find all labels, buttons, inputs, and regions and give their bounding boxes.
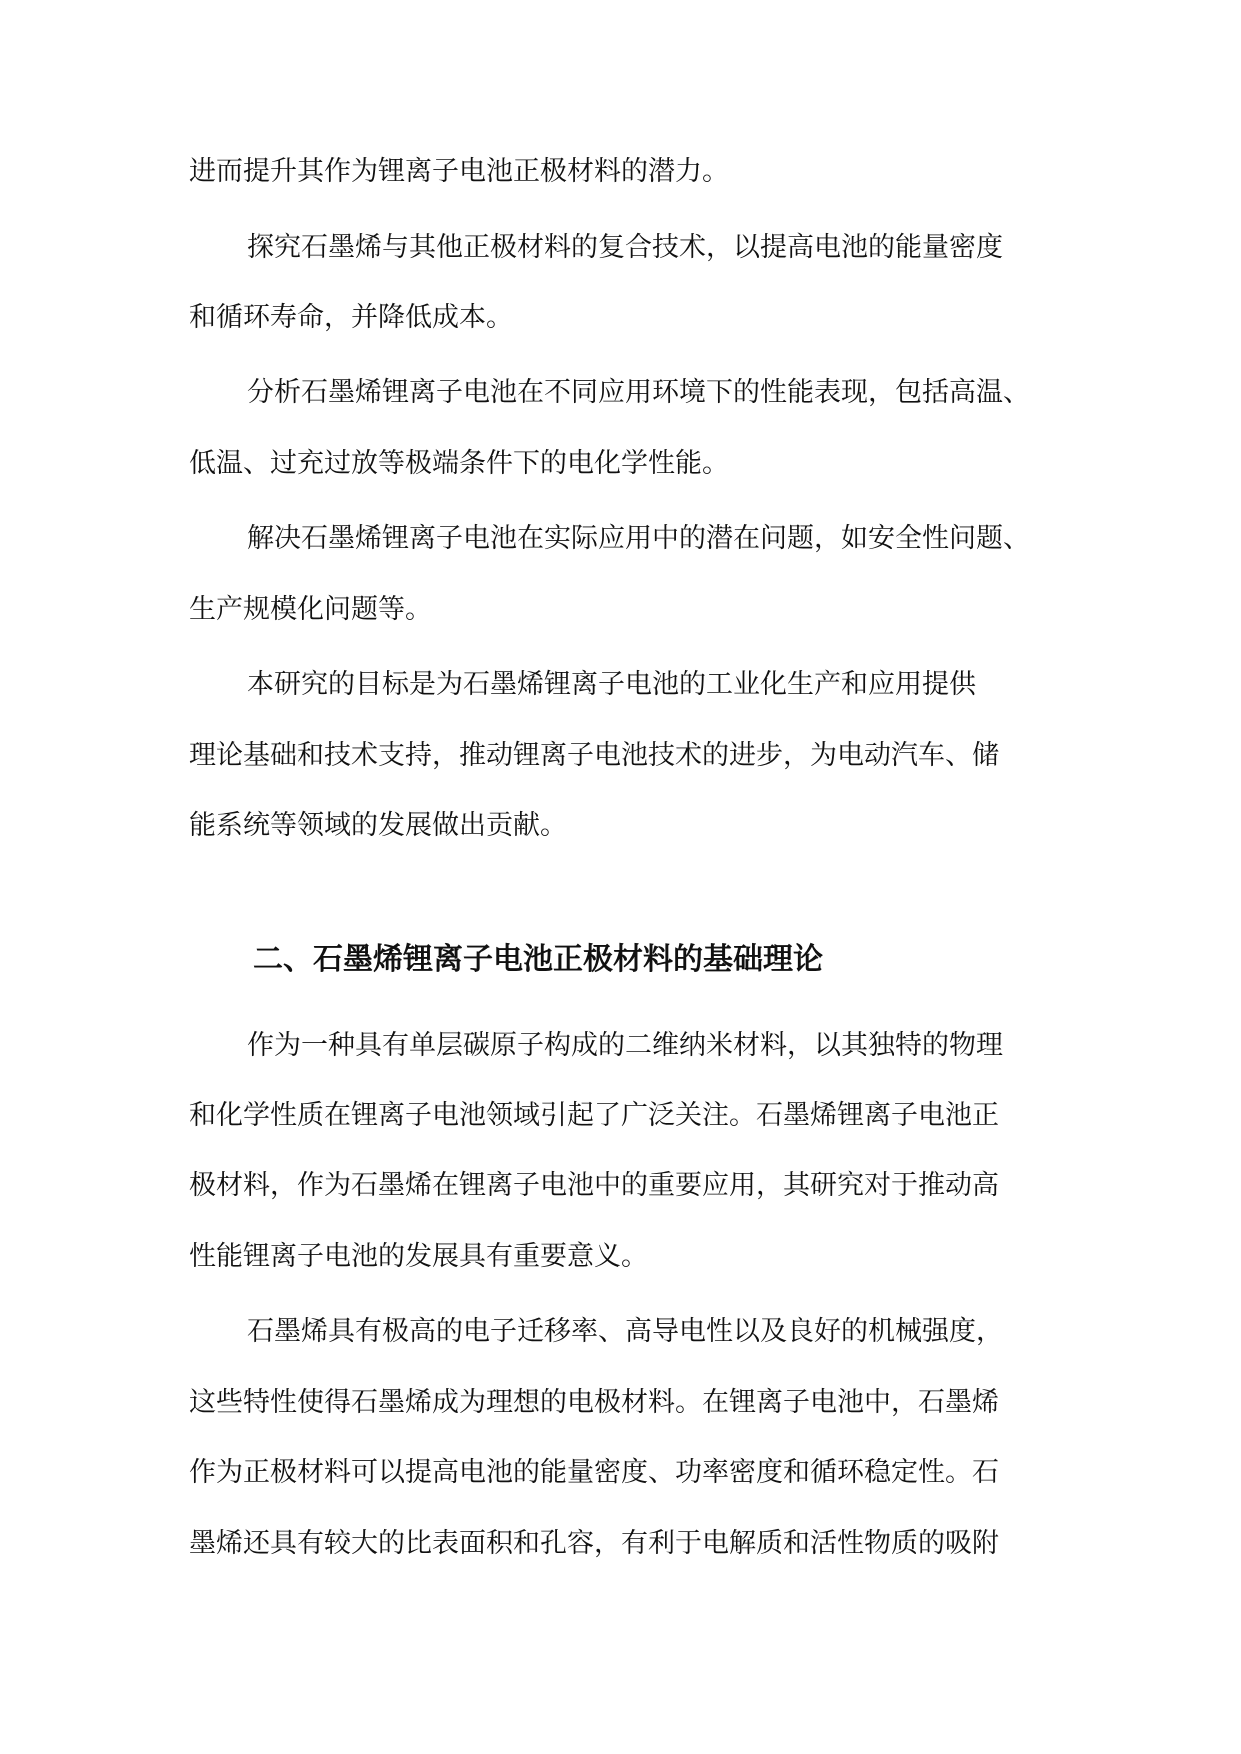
paragraph-line: 和循环寿命，并降低成本。 xyxy=(189,302,513,333)
paragraph-line: 分析石墨烯锂离子电池在不同应用环境下的性能表现，包括高温、 xyxy=(247,377,1030,408)
section-heading: 二、石墨烯锂离子电池正极材料的基础理论 xyxy=(253,942,823,977)
paragraph-line: 作为一种具有单层碳原子构成的二维纳米材料，以其独特的物理 xyxy=(247,1030,1003,1061)
paragraph-line: 理论基础和技术支持，推动锂离子电池技术的进步，为电动汽车、储 xyxy=(189,740,999,771)
paragraph-line: 极材料，作为石墨烯在锂离子电池中的重要应用，其研究对于推动高 xyxy=(189,1170,999,1201)
paragraph-line: 探究石墨烯与其他正极材料的复合技术，以提高电池的能量密度 xyxy=(247,232,1003,263)
paragraph-line: 这些特性使得石墨烯成为理想的电极材料。在锂离子电池中，石墨烯 xyxy=(189,1387,999,1418)
paragraph-line: 能系统等领域的发展做出贡献。 xyxy=(189,810,567,841)
paragraph-line: 石墨烯具有极高的电子迁移率、高导电性以及良好的机械强度， xyxy=(247,1316,1003,1347)
paragraph-line: 本研究的目标是为石墨烯锂离子电池的工业化生产和应用提供 xyxy=(247,669,976,700)
paragraph-line: 进而提升其作为锂离子电池正极材料的潜力。 xyxy=(189,156,729,187)
paragraph-line: 作为正极材料可以提高电池的能量密度、功率密度和循环稳定性。石 xyxy=(189,1457,999,1488)
paragraph-line: 墨烯还具有较大的比表面积和孔容，有利于电解质和活性物质的吸附 xyxy=(189,1528,999,1559)
paragraph-line: 解决石墨烯锂离子电池在实际应用中的潜在问题，如安全性问题、 xyxy=(247,523,1030,554)
paragraph-line: 和化学性质在锂离子电池领域引起了广泛关注。石墨烯锂离子电池正 xyxy=(189,1100,999,1131)
paragraph-line: 性能锂离子电池的发展具有重要意义。 xyxy=(189,1241,648,1272)
paragraph-line: 生产规模化问题等。 xyxy=(189,594,432,625)
paragraph-line: 低温、过充过放等极端条件下的电化学性能。 xyxy=(189,448,729,479)
